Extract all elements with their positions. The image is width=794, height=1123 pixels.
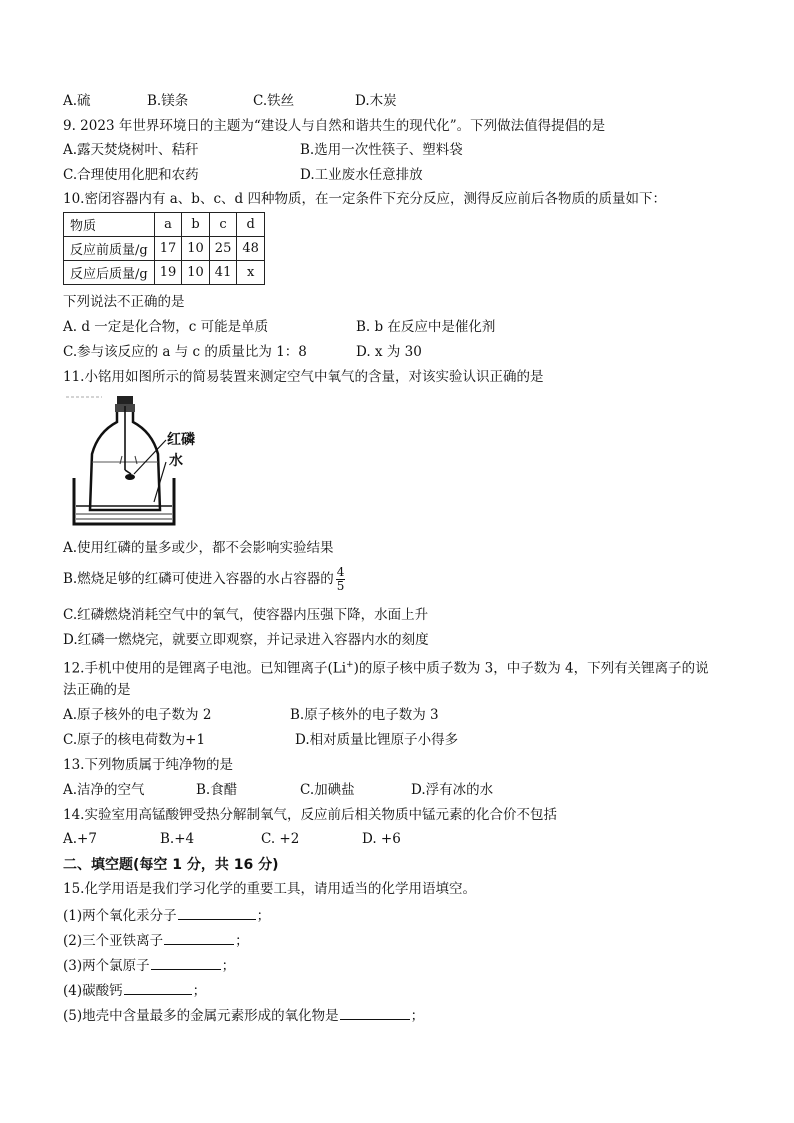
table-cell: 反应后质量/g — [64, 261, 155, 285]
q12-stem-line1 — [63, 656, 709, 678]
q15-item-3 — [63, 955, 235, 975]
q11-stem: 11.小铭用如图所示的简易装置来测定空气中氧气的含量，对该实验认识正确的是 — [63, 369, 544, 385]
table-cell: a — [154, 213, 182, 237]
answer-blank[interactable] — [164, 930, 234, 945]
q11-option-b — [63, 566, 345, 593]
q9-option-b: B.选用一次性筷子、塑料袋 — [300, 142, 463, 158]
q9-option-c: C.合理使用化肥和农药 — [63, 167, 199, 183]
q15-item-4-label: (4)碳酸钙 — [63, 983, 123, 999]
end-mark: ； — [235, 933, 249, 949]
q12-option-b: B.原子核外的电子数为 3 — [290, 707, 439, 723]
section-heading: 二、填空题(每空 1 分，共 16 分) — [63, 857, 279, 873]
q11-option-d: D.红磷一燃烧完，就要立即观察，并记录进入容器内水的刻度 — [63, 632, 429, 648]
fraction-numerator: 4 — [336, 565, 345, 579]
q8-option-d: D.木炭 — [355, 93, 397, 109]
mass-table — [63, 212, 265, 285]
q12-stem-line2: 法正确的是 — [63, 682, 131, 698]
table-cell: d — [237, 213, 265, 237]
end-mark: ； — [221, 958, 236, 974]
q15-item-3-label: (3)两个氯原子 — [63, 958, 150, 974]
q13-option-a: A.洁净的空气 — [63, 782, 145, 798]
q12-option-d: D.相对质量比锂原子小得多 — [295, 732, 459, 748]
q12-stem-part2: )的原子核中质子数为 3，中子数为 4，下列有关锂离子的说 — [353, 660, 709, 677]
q14-option-c: C. +2 — [261, 831, 300, 847]
table-cell: 25 — [209, 237, 237, 261]
q13-stem: 13.下列物质属于纯净物的是 — [63, 757, 233, 773]
q15-stem: 15.化学用语是我们学习化学的重要工具，请用适当的化学用语填空。 — [63, 881, 476, 897]
table-cell: c — [209, 213, 237, 237]
table-cell: 10 — [182, 261, 210, 285]
end-mark: ； — [256, 908, 271, 924]
q12-option-a: A.原子核外的电子数为 2 — [63, 707, 212, 723]
q10-option-d: D. x 为 30 — [356, 344, 422, 360]
table-header-row — [64, 213, 265, 237]
table-cell: 17 — [154, 237, 182, 261]
q11-option-c: C.红磷燃烧消耗空气中的氧气，使容器内压强下降，水面上升 — [63, 607, 429, 623]
q15-item-4 — [63, 980, 206, 1000]
q10-option-b: B. b 在反应中是催化剂 — [356, 319, 496, 335]
table-cell: 41 — [209, 261, 237, 285]
answer-blank[interactable] — [151, 955, 221, 970]
table-row — [64, 261, 265, 285]
q9-option-d: D.工业废水任意排放 — [300, 167, 423, 183]
q9-option-a: A.露天焚烧树叶、秸秆 — [63, 142, 199, 158]
end-mark: ； — [192, 983, 207, 999]
q13-option-c: C.加碘盐 — [300, 782, 355, 798]
q10-question: 下列说法不正确的是 — [63, 294, 185, 310]
q8-option-a: A.硫 — [63, 93, 91, 109]
water-label: 水 — [169, 453, 183, 469]
q11-option-a: A.使用红磷的量多或少，都不会影响实验结果 — [63, 540, 334, 556]
apparatus-figure — [62, 392, 222, 532]
q15-item-1 — [63, 905, 270, 925]
end-mark: ； — [410, 1008, 425, 1024]
q15-item-5-label: (5)地壳中含量最多的金属元素形成的氧化物是 — [63, 1008, 339, 1024]
q15-item-2 — [63, 930, 249, 950]
q8-option-c: C.铁丝 — [253, 93, 295, 109]
answer-blank[interactable] — [340, 1005, 410, 1020]
table-cell: 19 — [154, 261, 182, 285]
q14-stem: 14.实验室用高锰酸钾受热分解制氧气，反应前后相关物质中锰元素的化合价不包括 — [63, 807, 557, 823]
table-cell: 48 — [237, 237, 265, 261]
q12-stem-part1: 12.手机中使用的是锂离子电池。已知锂离子(Li — [63, 660, 347, 677]
q9-stem: 9. 2023 年世界环境日的主题为“建设人与自然和谐共生的现代化”。下列做法值得提倡的是 — [63, 118, 606, 134]
q8-option-b: B.镁条 — [147, 93, 189, 109]
table-cell: 物质 — [64, 213, 155, 237]
table-cell: 反应前质量/g — [64, 237, 155, 261]
q10-option-c: C.参与该反应的 a 与 c 的质量比为 1：8 — [63, 344, 307, 360]
q12-option-c: C.原子的核电荷数为+1 — [63, 732, 206, 748]
q14-option-d: D. +6 — [362, 831, 401, 847]
red-phosphorus-label: 红磷 — [167, 432, 195, 448]
q11-option-b-text: B.燃烧足够的红磷可使进入容器的水占容器的 — [63, 571, 334, 587]
q15-item-5 — [63, 1005, 424, 1025]
table-cell: 10 — [182, 237, 210, 261]
table-cell: b — [182, 213, 210, 237]
q13-option-b: B.食醋 — [196, 782, 238, 798]
table-row — [64, 237, 265, 261]
q15-item-1-label: (1)两个氧化汞分子 — [63, 908, 177, 924]
answer-blank[interactable] — [124, 980, 192, 995]
q14-option-b: B.+4 — [160, 831, 195, 847]
q14-option-a: A.+7 — [63, 831, 97, 847]
answer-blank[interactable] — [178, 905, 256, 920]
fraction — [336, 566, 346, 593]
q12-superscript: + — [346, 660, 354, 670]
q15-item-2-label: (2)三个亚铁离子 — [63, 933, 164, 949]
q10-option-a: A. d 一定是化合物，c 可能是单质 — [63, 319, 269, 335]
table-cell: x — [237, 261, 265, 285]
q13-option-d: D.浮有冰的水 — [411, 782, 494, 798]
q10-stem: 10.密闭容器内有 a、b、c、d 四种物质，在一定条件下充分反应，测得反应前后各物质的质量如下： — [63, 191, 666, 207]
fraction-denominator: 5 — [336, 579, 345, 593]
